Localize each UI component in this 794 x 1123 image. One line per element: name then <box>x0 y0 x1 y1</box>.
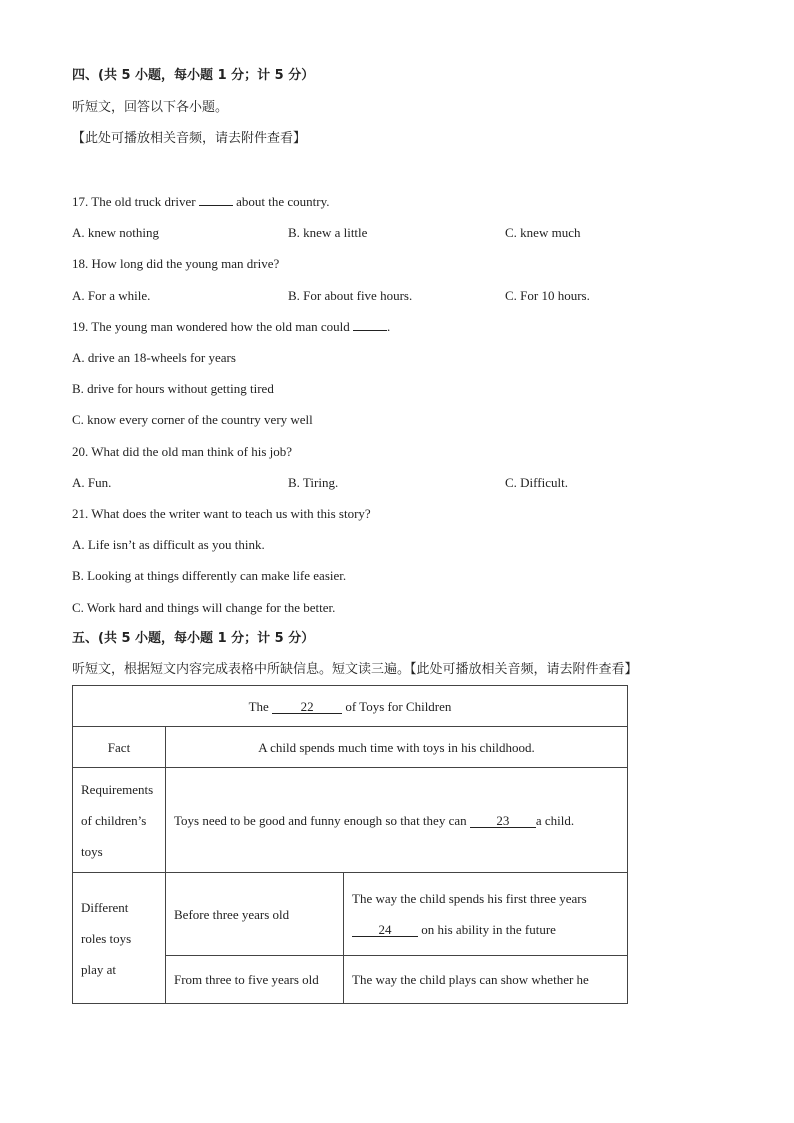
section-4-audio-note[interactable]: 【此处可播放相关音频，请去附件查看】 <box>72 131 307 146</box>
question-17 <box>72 194 329 210</box>
answer-blank <box>199 205 233 206</box>
fact-text: A child spends much time with toys in his childhood. <box>166 727 628 768</box>
roles-label-line: roles toys <box>81 930 132 946</box>
question-17-text-end: about the country. <box>236 194 330 209</box>
question-20: 20. What did the old man think of his job? <box>72 444 293 459</box>
question-19-text: 19. The young man wondered how the old man could <box>72 319 350 334</box>
age-before-three-line-2-text: on his ability in the future <box>421 922 556 937</box>
requirements-label-line: of children’s <box>81 812 147 828</box>
table-title-cell <box>73 686 628 727</box>
question-18: 18. How long did the young man drive? <box>72 256 280 271</box>
option-20-a[interactable]: A. Fun. <box>72 475 112 490</box>
blank-22[interactable]: 22 <box>272 700 342 714</box>
option-18-a[interactable]: A. For a while. <box>72 288 151 303</box>
roles-label-line: Different <box>81 899 129 915</box>
requirements-text-pre: Toys need to be good and funny enough so that they can <box>174 812 467 828</box>
section-5-instruction: 听短文，根据短文内容完成表格中所缺信息。短文读三遍。【此处可播放相关音频，请去附件查看】 <box>72 662 638 677</box>
roles-label <box>73 873 166 1004</box>
age-before-three-text <box>344 873 628 956</box>
age-three-to-five: From three to five years old <box>166 956 344 1004</box>
question-19-text-end: . <box>387 319 391 334</box>
option-20-c[interactable]: C. Difficult. <box>505 475 568 490</box>
section-4-heading: 四、(共 5 小题，每小题 1 分；计 5 分） <box>72 68 315 83</box>
age-before-three-line-1: The way the child spends his first three years <box>352 891 587 906</box>
question-21: 21. What does the writer want to teach us with this story? <box>72 506 371 521</box>
requirements-label <box>73 768 166 873</box>
section-4-instruction: 听短文，回答以下各小题。 <box>72 100 229 115</box>
age-three-to-five-text: The way the child plays can show whether he <box>344 956 628 1004</box>
age-before-three: Before three years old <box>166 873 344 956</box>
table-title-post: of Toys for Children <box>345 698 452 714</box>
option-18-c[interactable]: C. For 10 hours. <box>505 288 590 303</box>
toys-table <box>72 685 628 1004</box>
option-17-c[interactable]: C. knew much <box>505 225 581 240</box>
blank-24[interactable]: 24 <box>352 923 418 937</box>
option-19-b[interactable]: B. drive for hours without getting tired <box>72 381 274 396</box>
table-title-pre: The <box>248 698 269 714</box>
option-17-b[interactable]: B. knew a little <box>288 225 368 240</box>
question-17-text: 17. The old truck driver <box>72 194 196 209</box>
option-20-b[interactable]: B. Tiring. <box>288 475 339 490</box>
answer-blank <box>353 330 387 331</box>
option-19-c[interactable]: C. know every corner of the country very well <box>72 412 313 427</box>
option-19-a[interactable]: A. drive an 18-wheels for years <box>72 350 236 365</box>
requirements-label-line: toys <box>81 843 103 859</box>
blank-23[interactable]: 23 <box>470 814 536 828</box>
fact-label: Fact <box>73 727 166 768</box>
requirements-text <box>166 768 628 873</box>
question-19 <box>72 319 390 335</box>
roles-label-line: play at <box>81 961 117 977</box>
option-21-c[interactable]: C. Work hard and things will change for the better. <box>72 600 336 615</box>
age-before-three-line-2 <box>352 914 619 945</box>
section-5-heading: 五、(共 5 小题，每小题 1 分；计 5 分） <box>72 631 315 646</box>
requirements-label-line: Requirements <box>81 781 154 797</box>
option-18-b[interactable]: B. For about five hours. <box>288 288 413 303</box>
option-17-a[interactable]: A. knew nothing <box>72 225 160 240</box>
requirements-text-post: a child. <box>535 812 575 828</box>
option-21-a[interactable]: A. Life isn’t as difficult as you think. <box>72 537 265 552</box>
option-21-b[interactable]: B. Looking at things differently can make life easier. <box>72 568 347 583</box>
